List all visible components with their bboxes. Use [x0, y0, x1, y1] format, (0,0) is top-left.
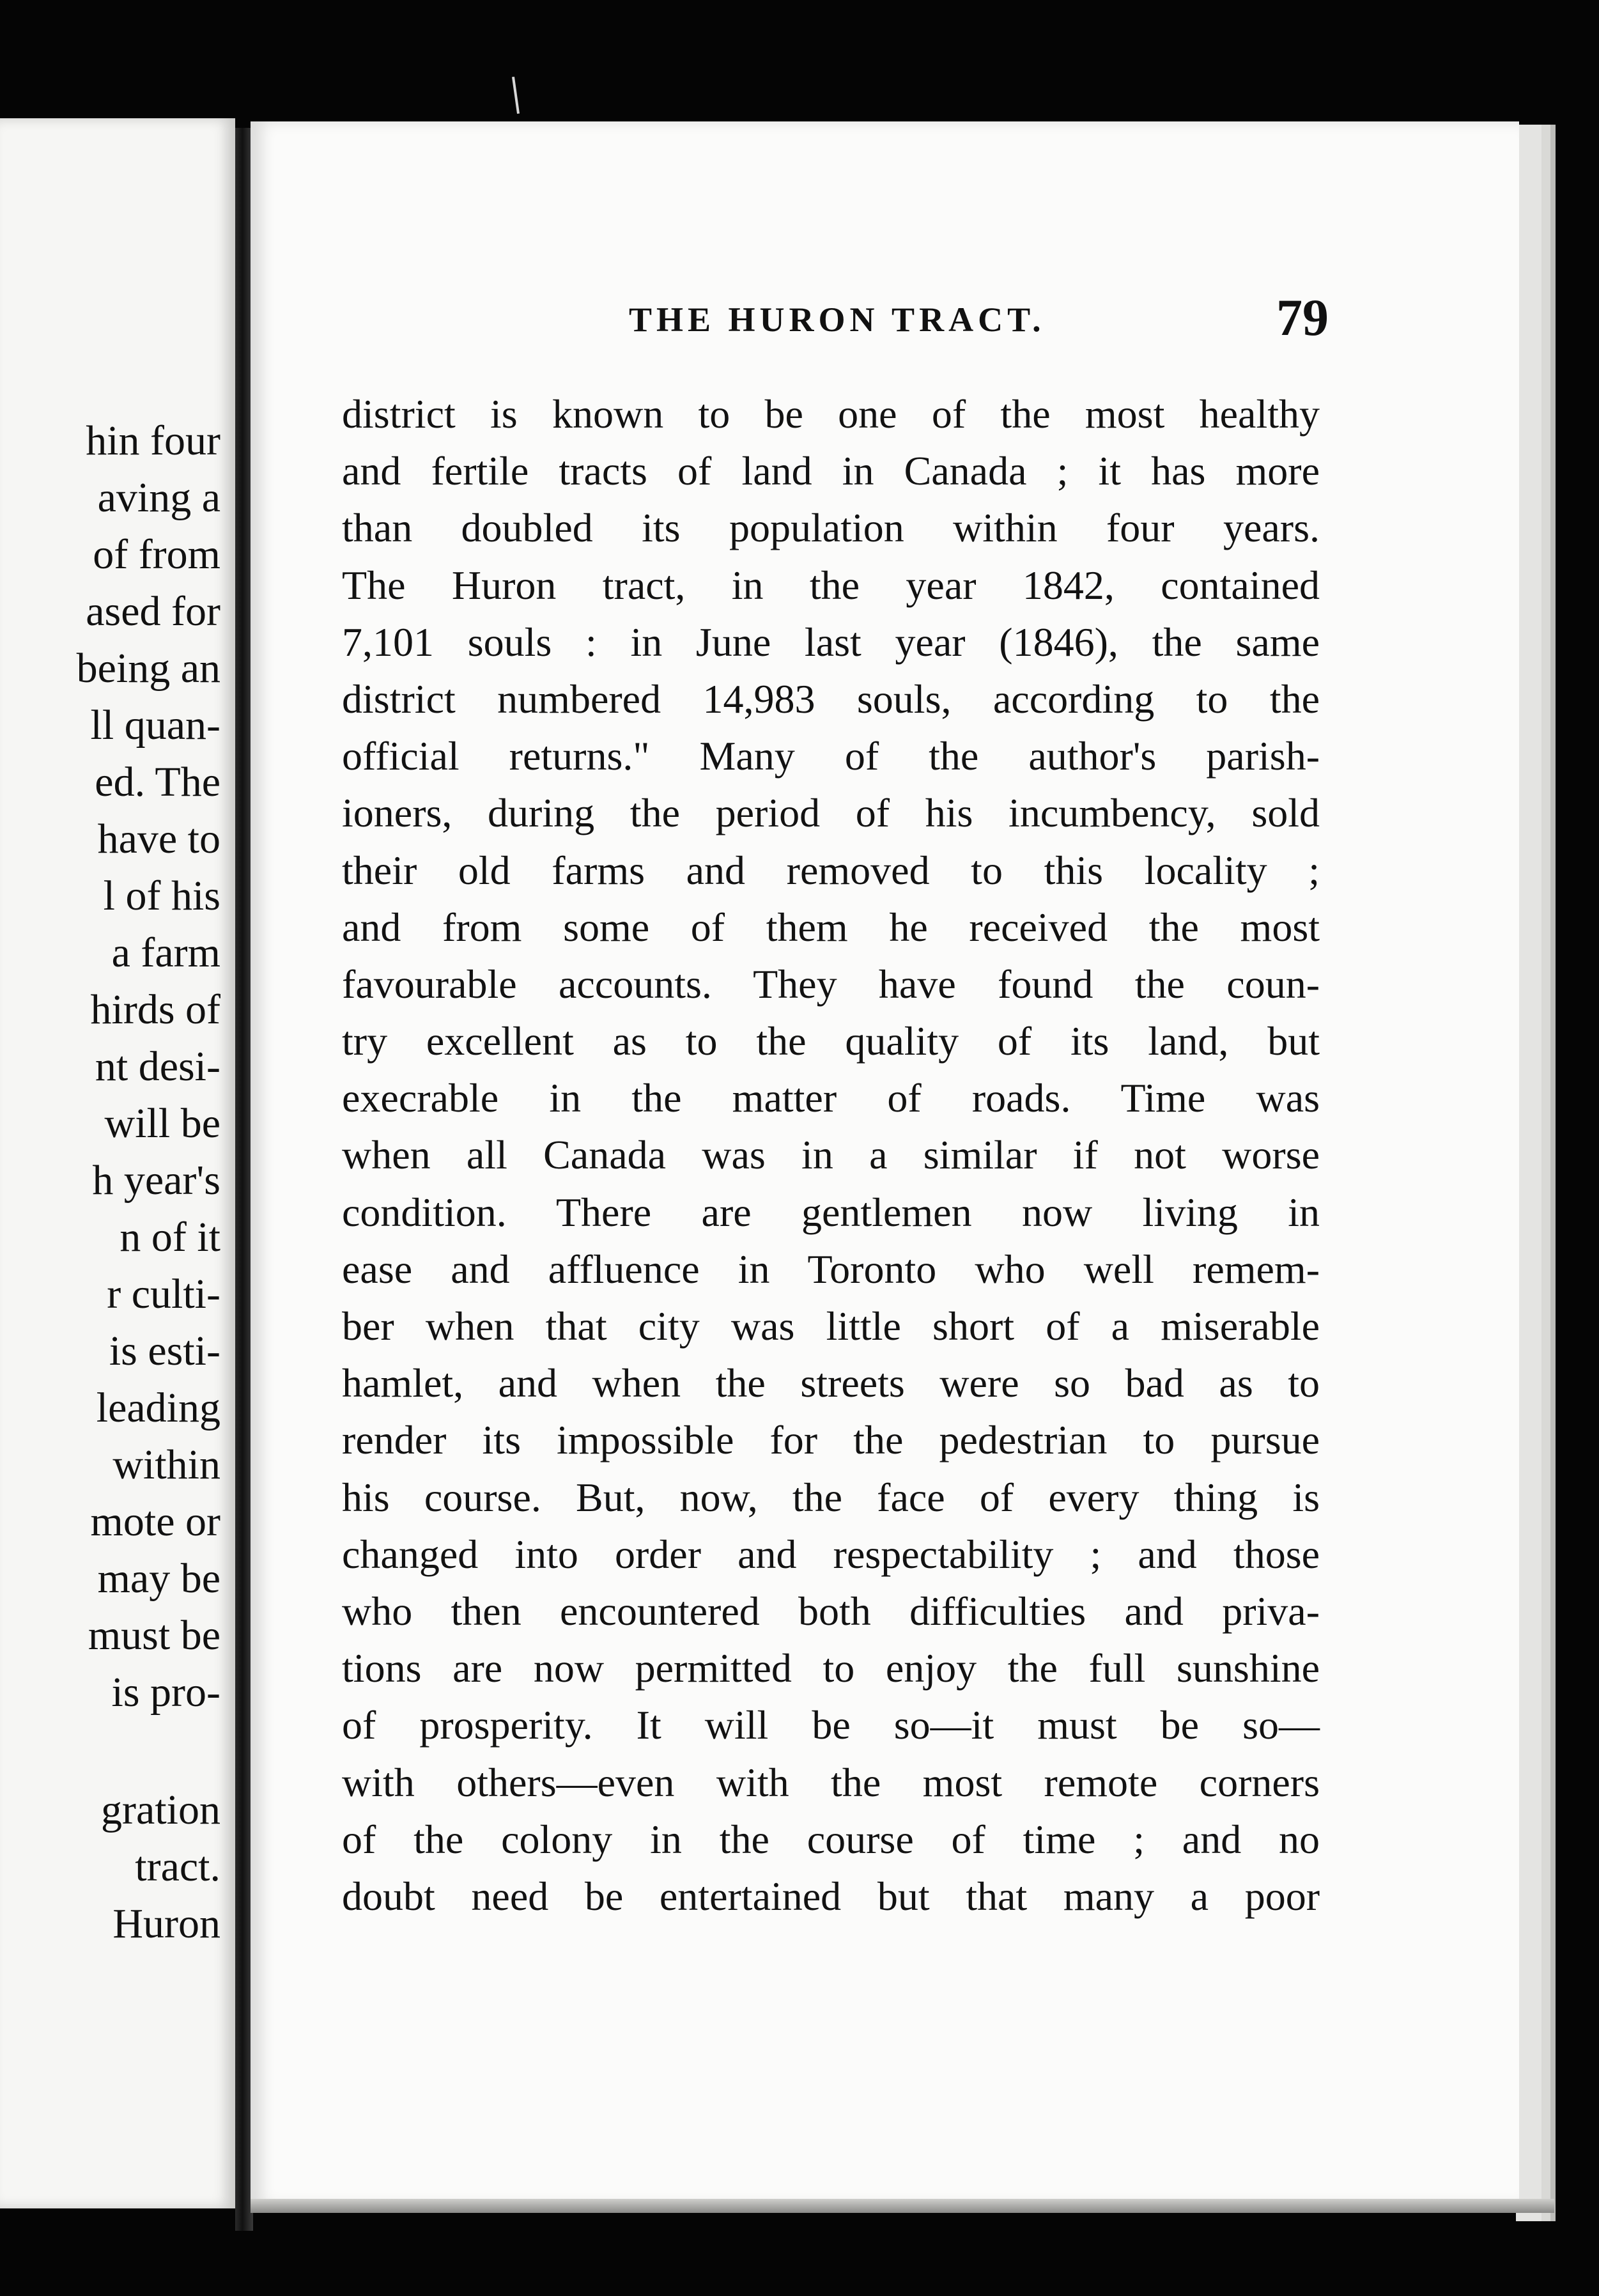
text-line: a farm [111, 929, 220, 976]
text-line: will be [104, 1100, 220, 1147]
text-line: nt desi- [95, 1043, 220, 1090]
text-line: of prosperity. It will be so—it must be so— [342, 1702, 1320, 1748]
text-line: must be [88, 1612, 220, 1659]
text-line: l of his [103, 873, 220, 919]
page-edge [1541, 125, 1550, 2221]
text-line: is esti- [109, 1328, 220, 1374]
page-edge [1516, 125, 1541, 2221]
text-line: ease and affluence in Toronto who well remem- [342, 1246, 1320, 1292]
text-line: ioners, during the period of his incumbency, sold [342, 790, 1320, 836]
current-page [251, 121, 1519, 2205]
text-line: n of it [120, 1214, 220, 1260]
text-line [0, 1721, 220, 1781]
text-line: district is known to be one of the most healthy [342, 391, 1320, 437]
text-line: try excellent as to the quality of its land, but [342, 1018, 1320, 1064]
text-line: official returns." Many of the author's parish- [342, 733, 1320, 779]
text-line: have to [97, 816, 220, 862]
text-line: r culti- [107, 1271, 220, 1317]
text-line: ed. The [95, 759, 220, 805]
text-line: may be [97, 1555, 220, 1602]
text-line: gration [101, 1787, 220, 1833]
text-line: favourable accounts. They have found the coun- [342, 961, 1320, 1007]
text-line: hin four [86, 417, 220, 464]
text-line: tract. [135, 1843, 220, 1890]
text-line: 7,101 souls : in June last year (1846), the same [342, 619, 1320, 665]
text-line: being an [76, 645, 220, 692]
page-number: 79 [1276, 288, 1329, 346]
text-line: execrable in the matter of roads. Time was [342, 1075, 1320, 1121]
running-head-title: THE HURON TRACT. [629, 300, 1046, 339]
text-line: hirds of [90, 986, 220, 1033]
text-line: ber when that city was little short of a miserable [342, 1303, 1320, 1349]
text-line: their old farms and removed to this locality ; [342, 847, 1320, 893]
text-line: doubt need be entertained but that many a poor [342, 1873, 1320, 1919]
text-line: leading [96, 1385, 220, 1431]
text-line: tions are now permitted to enjoy the full sunshine [342, 1645, 1320, 1691]
text-line: render its impossible for the pedestrian to pursue [342, 1417, 1320, 1463]
text-line: changed into order and respectability ; and those [342, 1531, 1320, 1577]
page-body-text [342, 385, 1320, 1925]
text-line: district numbered 14,983 souls, according to the [342, 676, 1320, 722]
text-line: of from [93, 531, 220, 578]
text-line: and fertile tracts of land in Canada ; it has more [342, 448, 1320, 494]
text-line: is pro- [111, 1669, 220, 1716]
text-line: and from some of them he received the most [342, 904, 1320, 950]
text-line: mote or [90, 1498, 220, 1545]
text-line: within [112, 1441, 220, 1488]
text-line: ll quan- [90, 702, 220, 749]
text-line: when all Canada was in a similar if not worse [342, 1132, 1320, 1178]
previous-page-text [0, 412, 220, 1952]
scan-mark [512, 77, 520, 114]
text-line: hamlet, and when the streets were so bad as to [342, 1360, 1320, 1406]
text-line: who then encountered both difficulties and priva- [342, 1588, 1320, 1634]
text-line: condition. There are gentlemen now living in [342, 1189, 1320, 1235]
text-line: of the colony in the course of time ; and no [342, 1816, 1320, 1862]
running-head [251, 288, 1519, 348]
text-line: h year's [92, 1157, 220, 1204]
text-line: than doubled its population within four years. [342, 505, 1320, 551]
text-line: Huron [112, 1900, 220, 1947]
text-line: ased for [86, 588, 220, 635]
page-edge [1550, 125, 1556, 2221]
text-line: The Huron tract, in the year 1842, contained [342, 562, 1320, 608]
text-line: aving a [97, 474, 220, 521]
text-line: with others—even with the most remote corners [342, 1759, 1320, 1805]
previous-page [0, 118, 235, 2208]
page-bottom-edge [251, 2199, 1554, 2213]
text-line: his course. But, now, the face of every thing is [342, 1474, 1320, 1520]
